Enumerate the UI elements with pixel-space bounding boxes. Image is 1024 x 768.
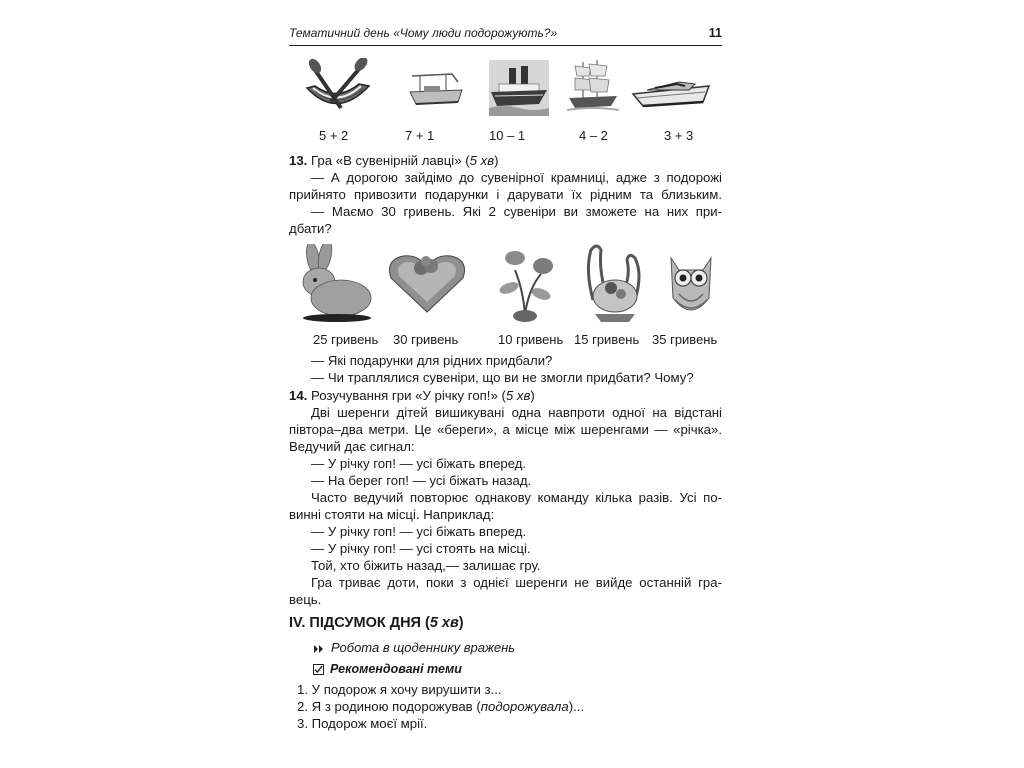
souvenir-illustrations [289,240,722,326]
topic-item: 1. У подорож я хочу вирушити з... [297,682,502,697]
command-line: — У річку гоп! — усі біжать вперед. [311,524,527,539]
task-time: 5 хв [505,388,531,403]
price-label: 10 гривень [498,332,564,347]
running-header [289,26,722,46]
sailing-ship-image [567,58,619,116]
task-number: 13. [289,153,308,168]
price-label: 25 гривень [313,332,379,347]
topics-subheading [313,662,462,676]
pedal-boat-image [406,64,466,114]
section-close: ) [458,615,464,631]
boat-illustrations [289,58,722,120]
diary-subheading [313,640,515,655]
paragraph-line: Ведучий дає сигнал: [289,439,415,454]
topic-item: 2. Я з родиною подорожував (подорожувала)... [297,699,585,714]
boat-label: 5 + 2 [319,128,349,143]
double-arrow-icon [313,644,325,654]
task-time: 5 хв [469,153,495,168]
paragraph-line: прийнято привозити подарунки і дарувати їх рідним та близьким. [289,187,722,202]
section-heading [289,615,464,631]
page-number: 11 [708,26,722,40]
diary-text: Робота в щоденнику вражень [331,640,516,655]
task-title: Розучування гри «У річку гоп!» ( [311,388,506,403]
task-title: Гра «В сувенірній лавці» ( [311,153,470,168]
topic-item: 3. Подорож моєї мрії. [297,716,428,731]
question-line: — Які подарунки для рідних придбали? [311,353,553,368]
paragraph-line: Дві шеренги дітей вишикувані одна навпроти одної на відстані [311,405,722,420]
document-page [289,26,722,731]
motor-yacht-image [629,64,711,114]
price-label: 15 гривень [574,332,640,347]
command-line: — У річку гоп! — усі біжать вперед. [311,456,527,471]
topics-text: Рекомендовані теми [330,662,462,676]
paragraph-line: — А дорогою зайдімо до сувенірної крамниці, адже з подорожі [311,170,722,185]
price-label: 30 гривень [393,332,459,347]
task14-heading [289,388,722,405]
task-close: ) [494,153,499,168]
paragraph-line: — Маємо 30 гривень. Які 2 сувеніри ви зможете на них при- [311,204,722,219]
command-line: — У річку гоп! — усі стоять на місці. [311,541,531,556]
flower-figurine-image [495,244,557,324]
steamship-image [489,60,549,116]
paragraph-line: вець. [289,592,322,607]
paragraph-line: Той, хто біжить назад,— залишає гру. [311,558,541,573]
section-time: 5 хв [429,615,459,631]
boat-label: 4 – 2 [579,128,608,143]
boat-label: 10 – 1 [489,128,526,143]
rowing-boat-image [301,58,373,116]
owl-figurine-image [661,248,721,322]
paragraph-line: винні стояти на місці. Наприклад: [289,507,495,522]
command-line: — На берег гоп! — усі біжать назад. [311,473,532,488]
question-line: — Чи траплялися сувеніри, що ви не змогли придбати? Чому? [311,370,694,385]
checkbox-icon [313,664,324,675]
paragraph-line: дбати? [289,221,332,236]
price-label: 35 гривень [652,332,718,347]
paragraph-line: Гра триває доти, поки з однієї шеренги не вийде останній гра- [311,575,722,590]
paragraph-line: Часто ведучий повторює однакову команду кілька разів. Усі по- [311,490,722,505]
header-title: Тематичний день «Чому люди подорожують?» [289,26,558,40]
task-close: ) [530,388,535,403]
section-title: IV. ПІДСУМОК ДНЯ ( [289,615,430,631]
boat-label: 3 + 3 [664,128,694,143]
task13-heading [289,153,722,170]
swan-figurine-image [579,240,649,324]
heart-box-image [385,248,469,318]
bunny-figurine-image [291,244,373,324]
task-number: 14. [289,388,308,403]
boat-label: 7 + 1 [405,128,435,143]
paragraph-line: півтора–два метри. Це «береги», а місце між шеренгами — «річка». [289,422,722,437]
